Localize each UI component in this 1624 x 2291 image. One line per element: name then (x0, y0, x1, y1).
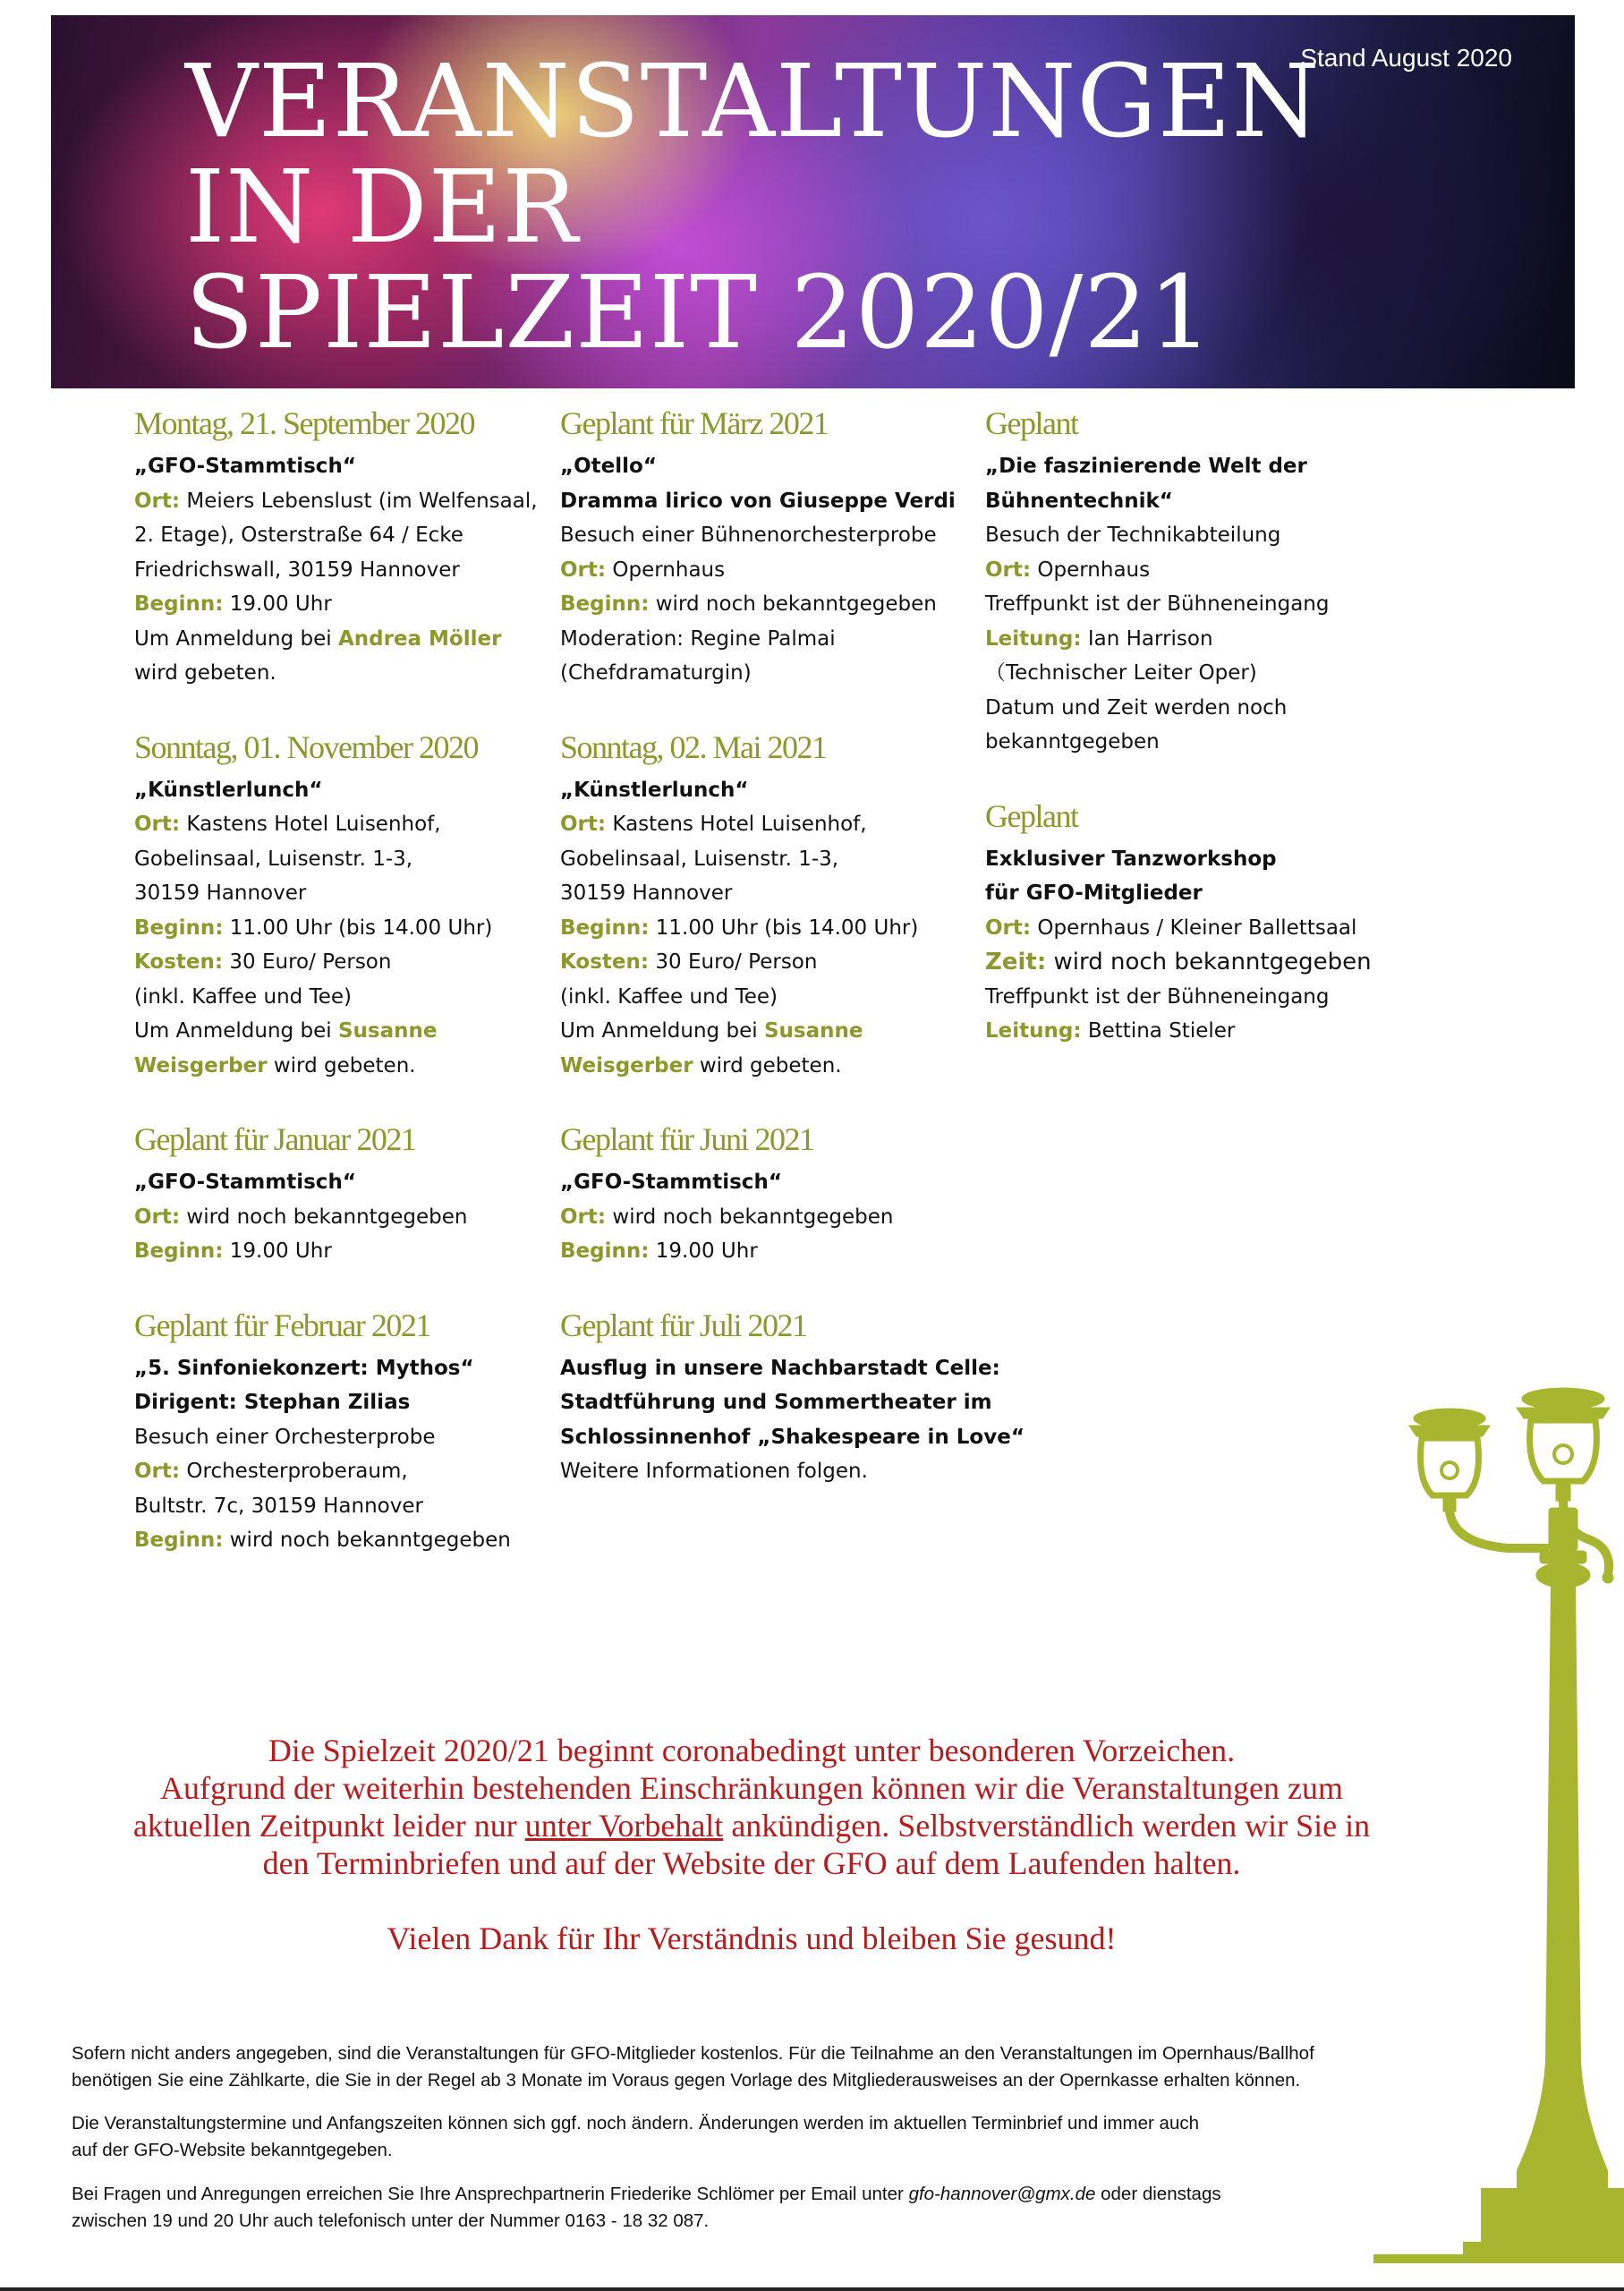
event-time: wird noch bekanntgegeben (1053, 949, 1372, 975)
event-moderation: Moderation: Regine Palmai (560, 626, 836, 651)
notice-underlined: unter Vorbehalt (524, 1808, 724, 1844)
event-kuenstlerlunch-november (134, 727, 555, 1084)
event-location-2: Bultstr. 7c, 30159 Hannover (134, 1494, 423, 1518)
event-title: „Künstlerlunch“ (560, 778, 749, 802)
events-column-1 (134, 403, 555, 1594)
header-banner (51, 15, 1575, 388)
notice-line-3: aktuellen Zeitpunkt leider nur (132, 1808, 517, 1844)
notice-line-3-end: ankündigen. Selbstverständlich werden wir Sie in (731, 1808, 1371, 1844)
event-location: Orchesterproberaum, (186, 1460, 408, 1483)
beginn-label: Beginn: (134, 916, 224, 940)
street-lamp-icon (1373, 1383, 1624, 2278)
event-cost: 30 Euro/ Person (655, 950, 818, 974)
event-stammtisch-juni (560, 1119, 981, 1269)
notice-line-4: den Terminbriefen und auf der Website der GFO auf dem Laufenden halten. (262, 1845, 1241, 1881)
event-title-2: für GFO-Mitglieder (985, 881, 1203, 905)
contact-name-2: Weisgerber (134, 1053, 268, 1077)
event-location: Kastens Hotel Luisenhof, (612, 813, 867, 836)
event-location: Opernhaus / Kleiner Ballettsaal (1037, 916, 1357, 940)
event-date: Geplant (985, 405, 1078, 441)
event-location: Opernhaus (612, 558, 726, 582)
registration-text: Um Anmeldung bei (134, 626, 332, 651)
event-start: 11.00 Uhr (bis 14.00 Uhr) (229, 916, 493, 940)
ort-label: Ort: (985, 558, 1032, 582)
footer-text: Die Veranstaltungstermine und Anfangszeiten können sich ggf. noch ändern. Änderungen werden im aktuellen Terminbrief und immer auch (72, 2113, 1199, 2133)
footer-paragraph-3 (72, 2181, 1378, 2235)
event-location: Kastens Hotel Luisenhof, (186, 813, 441, 836)
footer-text: zwischen 19 und 20 Uhr auch telefonisch unter der Nummer 0163 - 18 32 087. (72, 2210, 710, 2231)
event-moderation-2: (Chefdramaturgin) (560, 661, 752, 685)
title-line-3: SPIELZEIT 2020/21 (185, 255, 1213, 371)
event-sinfoniekonzert-februar (134, 1305, 555, 1558)
thanks-message: Vielen Dank für Ihr Verständnis und bleiben Sie gesund! (387, 1921, 1117, 1956)
event-location-2: Gobelinsaal, Luisenstr. 1-3, (560, 847, 839, 871)
beginn-label: Beginn: (560, 592, 650, 616)
ort-label: Ort: (560, 813, 607, 836)
event-cost-2: (inkl. Kaffee und Tee) (560, 984, 778, 1009)
event-date: Sonntag, 01. November 2020 (134, 728, 478, 765)
event-title: „Die faszinierende Welt der (985, 455, 1307, 478)
ort-label: Ort: (134, 489, 181, 513)
footer-text: auf der GFO-Website bekanntgegeben. (72, 2140, 393, 2160)
event-location-3: 30159 Hannover (560, 881, 733, 905)
event-stammtisch-januar (134, 1119, 555, 1269)
event-cost-2: (inkl. Kaffee und Tee) (134, 984, 352, 1009)
registration-text: Um Anmeldung bei (560, 1019, 758, 1043)
registration-text-2: wird gebeten. (273, 1053, 416, 1077)
event-description: Besuch einer Orchesterprobe (134, 1425, 436, 1449)
beginn-label: Beginn: (134, 1529, 224, 1552)
notice-line-1: Die Spielzeit 2020/21 beginnt coronabedingt unter besonderen Vorzeichen. (268, 1733, 1236, 1768)
event-stammtisch-september (134, 403, 555, 691)
event-tanzworkshop (985, 796, 1415, 1049)
event-note-2: bekanntgegeben (985, 730, 1160, 754)
ort-label: Ort: (985, 916, 1032, 940)
event-title: „GFO-Stammtisch“ (560, 1171, 782, 1194)
event-meeting-point: Treffpunkt ist der Bühneneingang (985, 592, 1330, 616)
zeit-label: Zeit: (985, 949, 1047, 975)
leitung-label: Leitung: (985, 1019, 1082, 1043)
registration-text: Um Anmeldung bei (134, 1019, 332, 1043)
beginn-label: Beginn: (560, 1239, 650, 1263)
event-location: wird noch bekanntgegeben (186, 1205, 468, 1229)
event-otello-maerz (560, 403, 981, 691)
event-title: „5. Sinfoniekonzert: Mythos“ (134, 1356, 474, 1380)
event-date: Geplant für Februar 2021 (134, 1307, 430, 1343)
event-kuenstlerlunch-mai (560, 727, 981, 1084)
beginn-label: Beginn: (134, 1239, 224, 1263)
contact-name: Susanne (763, 1019, 863, 1043)
event-description: Weitere Informationen folgen. (560, 1460, 868, 1483)
registration-text-2: wird gebeten. (134, 661, 276, 685)
event-location: Meiers Lebenslust (im Welfensaal, (186, 489, 538, 513)
ort-label: Ort: (560, 1205, 607, 1229)
event-ausflug-juli (560, 1305, 1025, 1489)
events-column-3 (985, 403, 1415, 1085)
event-date: Geplant für Juni 2021 (560, 1121, 814, 1157)
title-line-1: VERANSTALTUNGEN (185, 44, 1321, 160)
event-leader-role: （Technischer Leiter Oper) (985, 661, 1257, 685)
event-location: wird noch bekanntgegeben (612, 1205, 894, 1229)
ort-label: Ort: (560, 558, 607, 582)
event-leader: Bettina Stieler (1087, 1019, 1236, 1043)
event-title: „GFO-Stammtisch“ (134, 1171, 356, 1194)
event-location-2: 2. Etage), Osterstraße 64 / Ecke (134, 524, 463, 547)
event-date: Geplant für Januar 2021 (134, 1121, 416, 1157)
event-subtitle: Dramma lirico von Giuseppe Verdi (560, 489, 956, 513)
event-note: Datum und Zeit werden noch (985, 695, 1288, 720)
event-location-2: Gobelinsaal, Luisenstr. 1-3, (134, 847, 413, 871)
event-title: „GFO-Stammtisch“ (134, 455, 356, 478)
ort-label: Ort: (134, 1460, 181, 1483)
contact-name: Andrea Möller (337, 626, 502, 651)
event-start: 19.00 Uhr (229, 1239, 332, 1263)
event-title-2: Stadtführung und Sommertheater im (560, 1391, 992, 1414)
event-start: 11.00 Uhr (bis 14.00 Uhr) (655, 916, 919, 940)
contact-email[interactable]: gfo-hannover@gmx.de (908, 2184, 1096, 2204)
leitung-label: Leitung: (985, 626, 1082, 651)
event-buehnentechnik (985, 403, 1415, 760)
page-title (185, 44, 1321, 371)
footer-text: Sofern nicht anders angegeben, sind die Veranstaltungen für GFO-Mitglieder kostenlos. Für die Teilnahme an den Veranstaltungen im Opernhaus/Ballhof (72, 2043, 1314, 2064)
event-date: Geplant für Juli 2021 (560, 1307, 807, 1343)
event-start: wird noch bekanntgegeben (655, 592, 937, 616)
event-title: „Künstlerlunch“ (134, 778, 323, 802)
stand-date: Stand August 2020 (1300, 44, 1512, 72)
footer-text: oder dienstags (1101, 2184, 1221, 2204)
beginn-label: Beginn: (560, 916, 650, 940)
event-title: Ausflug in unsere Nachbarstadt Celle: (560, 1356, 1000, 1380)
registration-text-2: wird gebeten. (699, 1053, 842, 1077)
footer-paragraph-1 (72, 2040, 1378, 2094)
contact-name-2: Weisgerber (560, 1053, 693, 1077)
ort-label: Ort: (134, 1205, 181, 1229)
event-date: Geplant für März 2021 (560, 405, 829, 441)
footer-paragraph-2 (72, 2110, 1378, 2164)
title-line-2: IN DER (185, 149, 579, 266)
event-title: Exklusiver Tanzworkshop (985, 847, 1277, 871)
event-leader: Ian Harrison (1087, 626, 1213, 651)
event-start: wird noch bekanntgegeben (229, 1529, 511, 1552)
event-cost: 30 Euro/ Person (229, 950, 392, 974)
event-start: 19.00 Uhr (229, 592, 332, 616)
contact-name: Susanne (337, 1019, 438, 1043)
event-location: Opernhaus (1037, 558, 1151, 582)
event-location-3: 30159 Hannover (134, 881, 307, 905)
event-title-2: Bühnentechnik“ (985, 489, 1173, 513)
bottom-border (0, 2287, 1624, 2291)
kosten-label: Kosten: (560, 950, 650, 974)
ort-label: Ort: (134, 813, 181, 836)
footer-text: benötigen Sie eine Zählkarte, die Sie in der Regel ab 3 Monate im Voraus gegen Vorlage des Mitgliederausweises an der Opernkasse erhalten können. (72, 2070, 1301, 2091)
beginn-label: Beginn: (134, 592, 224, 616)
event-date: Sonntag, 02. Mai 2021 (560, 728, 827, 765)
event-meeting-point: Treffpunkt ist der Bühneneingang (985, 984, 1330, 1009)
kosten-label: Kosten: (134, 950, 224, 974)
event-title: „Otello“ (560, 455, 657, 478)
event-start: 19.00 Uhr (655, 1239, 758, 1263)
footer-text: Bei Fragen und Anregungen erreichen Sie Ihre Ansprechpartnerin Friederike Schlömer per Email unter (72, 2184, 904, 2204)
event-description: Besuch einer Bühnenorchesterprobe (560, 524, 937, 547)
event-subtitle: Dirigent: Stephan Zilias (134, 1391, 411, 1414)
corona-notice (36, 1732, 1467, 1882)
event-date: Montag, 21. September 2020 (134, 405, 474, 441)
event-title-3: Schlossinnenhof „Shakespeare in Love“ (560, 1425, 1025, 1449)
event-location-3: Friedrichswall, 30159 Hannover (134, 558, 460, 582)
notice-line-2: Aufgrund der weiterhin bestehenden Einschränkungen können wir die Veranstaltungen zum (160, 1770, 1343, 1806)
event-date: Geplant (985, 797, 1078, 834)
event-description: Besuch der Technikabteilung (985, 524, 1281, 547)
